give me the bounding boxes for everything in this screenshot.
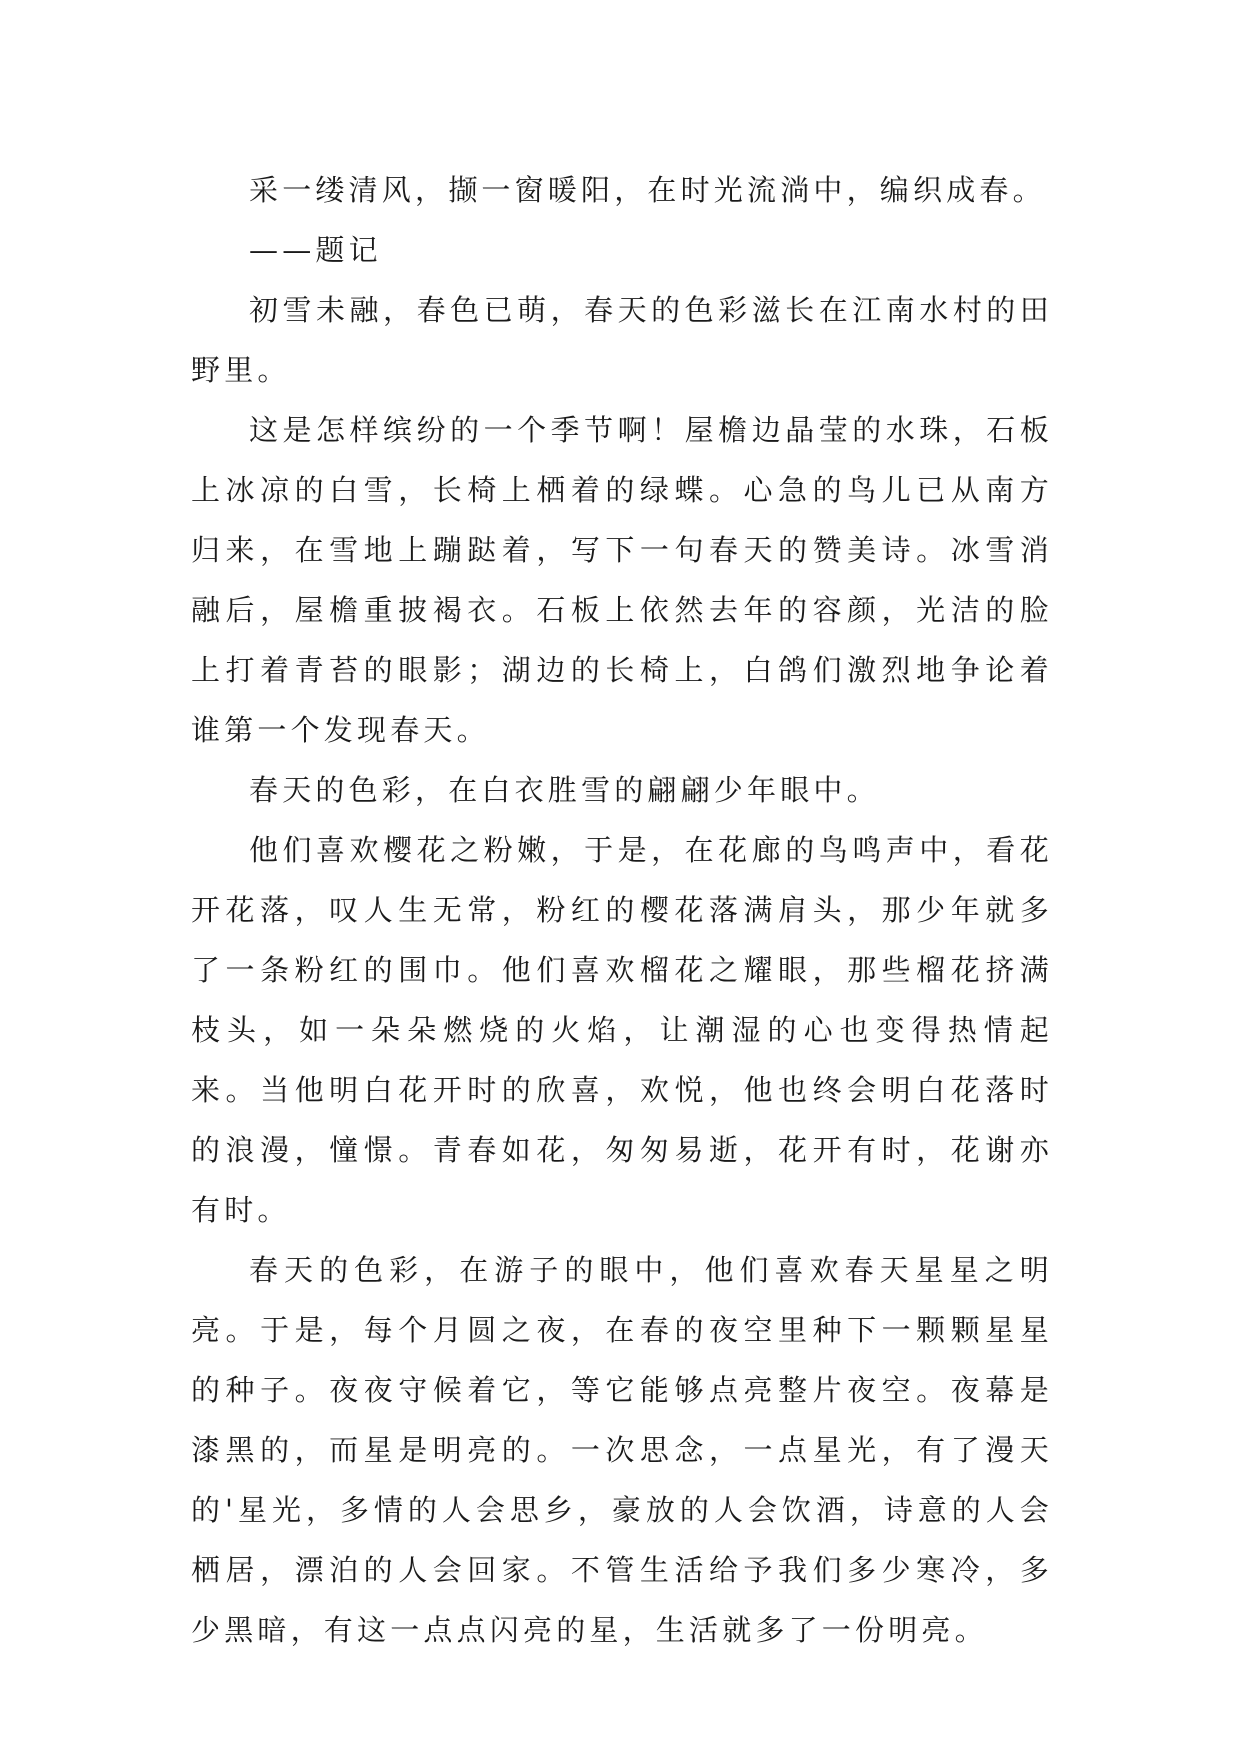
- paragraph-2: 这是怎样缤纷的一个季节啊！屋檐边晶莹的水珠，石板上冰凉的白雪，长椅上栖着的绿蝶。心急的鸟儿已从南方归来，在雪地上蹦跶着，写下一句春天的赞美诗。冰雪消融后，屋檐重披褐衣。石板上依然去年的容颜，光洁的脸上打着青苔的眼影；湖边的长椅上，白鸽们激烈地争论着谁第一个发现春天。: [191, 413, 1053, 747]
- paragraph-5: 春天的色彩，在游子的眼中，他们喜欢春天星星之明亮。于是，每个月圆之夜，在春的夜空里种下一颗颗星星的种子。夜夜守候着它，等它能够点亮整片夜空。夜幕是漆黑的，而星是明亮的。一次思念，一点星光，有了漫天的'星光，多情的人会思乡，豪放的人会饮酒，诗意的人会栖居，漂泊的人会回家。不管生活给予我们多少寒冷，多少黑暗，有这一点点闪亮的星，生活就多了一份明亮。: [191, 1253, 1053, 1647]
- paragraph-1: 初雪未融，春色已萌，春天的色彩滋长在江南水村的田野里。: [191, 293, 1053, 387]
- epigraph-attribution: ——题记: [249, 233, 382, 267]
- paragraph-3: 春天的色彩，在白衣胜雪的翩翩少年眼中。: [249, 773, 880, 807]
- paragraph-4: 他们喜欢樱花之粉嫩，于是，在花廊的鸟鸣声中，看花开花落，叹人生无常，粉红的樱花落满肩头，那少年就多了一条粉红的围巾。他们喜欢榴花之耀眼，那些榴花挤满枝头，如一朵朵燃烧的火焰，让潮湿的心也变得热情起来。当他明白花开时的欣喜，欢悦，他也终会明白花落时的浪漫，憧憬。青春如花，匆匆易逝，花开有时，花谢亦有时。: [191, 833, 1053, 1227]
- epigraph: 采一缕清风，撷一窗暖阳，在时光流淌中，编织成春。: [249, 173, 1046, 207]
- document-body: [191, 160, 1053, 1660]
